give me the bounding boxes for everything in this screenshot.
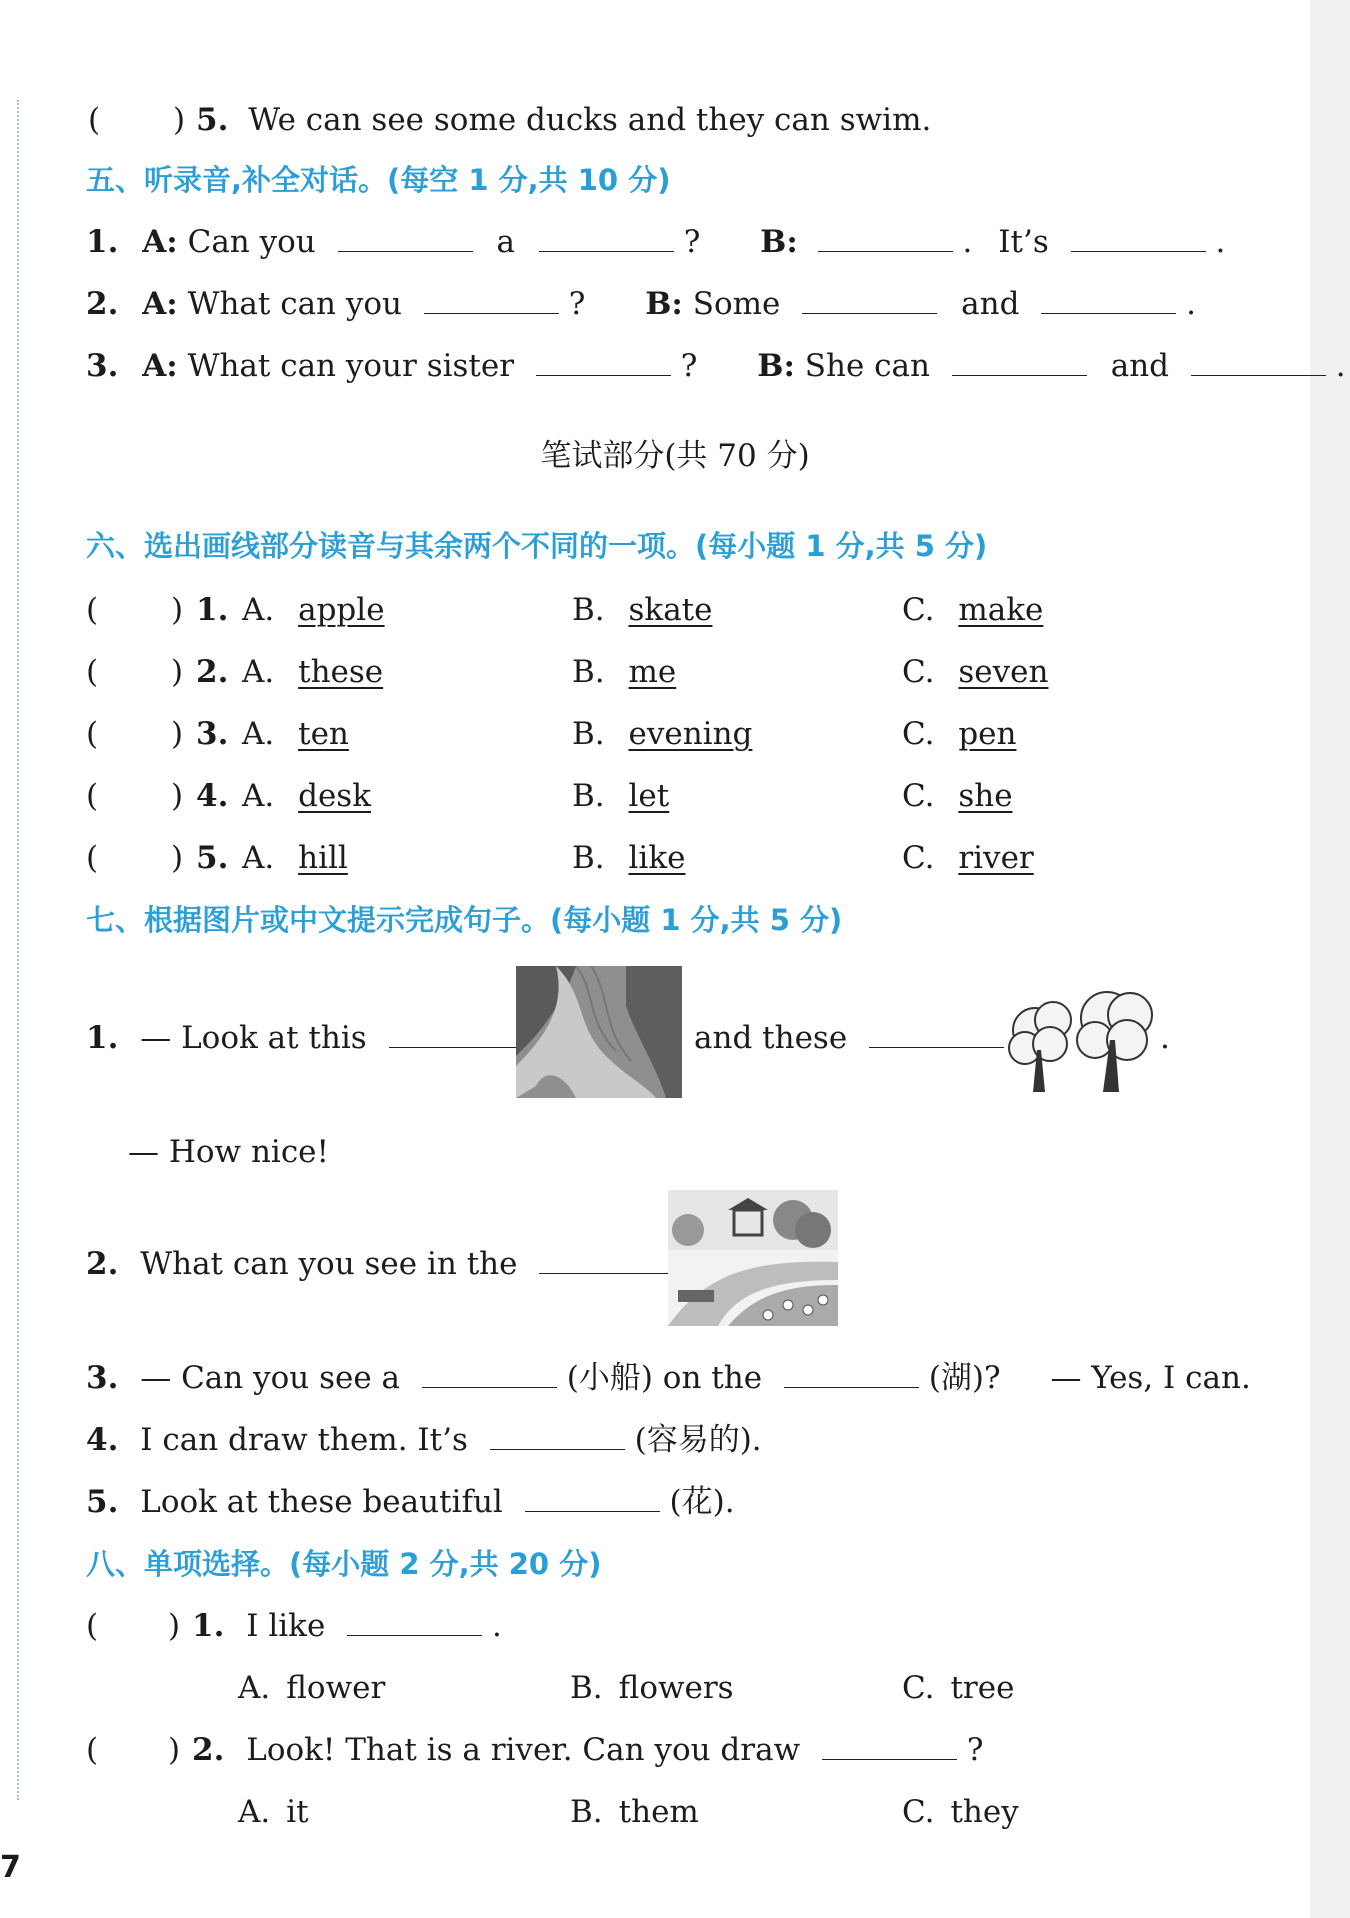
dialog-text: What can you — [187, 286, 403, 322]
item-number: 1. — [86, 1020, 119, 1056]
dialog-text: and — [961, 286, 1020, 322]
option-a — [238, 1668, 385, 1708]
answer-blank[interactable] — [490, 1448, 625, 1450]
dialog-2 — [86, 284, 1196, 324]
answer-paren[interactable]: ( — [86, 592, 99, 628]
option-b — [570, 1792, 699, 1832]
dialog-text: ? — [568, 286, 586, 322]
dialog-text: . — [1186, 286, 1196, 322]
answer-paren[interactable]: ( — [86, 716, 99, 752]
dialog-text: It’s — [998, 224, 1049, 260]
option-letter: A. — [242, 778, 275, 814]
hint-text: (容易的). — [634, 1422, 762, 1458]
answer-paren-close: ) — [171, 592, 184, 628]
option-letter: C. — [902, 716, 935, 752]
s7-q1-part2 — [694, 1018, 1004, 1058]
answer-blank[interactable] — [952, 374, 1087, 376]
answer-paren[interactable]: ( — [86, 1732, 99, 1768]
section-6-title: 六、选出画线部分读音与其余两个不同的一项。(每小题 1 分,共 5 分) — [86, 529, 988, 563]
option-a — [242, 838, 348, 878]
answer-paren-close: ) — [173, 102, 186, 138]
dialog-text: She can — [804, 348, 930, 384]
option-c — [902, 1668, 1014, 1708]
option-letter: A. — [238, 1670, 271, 1706]
option-b — [572, 838, 685, 878]
option-a — [242, 714, 349, 754]
item-number: 1. — [192, 1608, 225, 1644]
answer-blank[interactable] — [525, 1510, 660, 1512]
item-text: We can see some ducks and they can swim. — [248, 102, 932, 138]
sentence-text: — Look at this — [140, 1020, 367, 1056]
dialog-1 — [86, 222, 1225, 262]
option-letter: A. — [242, 654, 275, 690]
page-edge-shade — [1310, 0, 1350, 1918]
option-b — [570, 1668, 734, 1708]
option-letter: A. — [242, 716, 275, 752]
option-word: them — [618, 1794, 699, 1830]
speaker-a: A: — [142, 286, 178, 322]
option-letter: A. — [238, 1794, 271, 1830]
park-picture — [668, 1190, 838, 1326]
s8-q2-stem — [192, 1730, 983, 1770]
answer-paren[interactable]: ( — [86, 654, 99, 690]
item-number: 3. — [196, 716, 229, 752]
option-word: let — [628, 778, 670, 814]
speaker-b: B: — [645, 286, 683, 322]
option-c — [902, 1792, 1019, 1832]
option-c — [902, 776, 1013, 816]
answer-paren[interactable]: ( — [86, 1608, 99, 1644]
stem-text: Look! That is a river. Can you draw — [246, 1732, 801, 1768]
answer-blank[interactable] — [389, 1046, 524, 1048]
option-letter: C. — [902, 1670, 935, 1706]
dialog-text: ? — [683, 224, 701, 260]
dialog-text: . — [1335, 348, 1346, 384]
option-letter: C. — [902, 1794, 935, 1830]
s7-q2 — [86, 1244, 701, 1284]
option-word: river — [958, 840, 1034, 876]
option-c — [902, 652, 1048, 692]
item-number: 4. — [196, 778, 229, 814]
option-word: seven — [958, 654, 1049, 690]
item-number: 1. — [196, 592, 229, 628]
item-number: 5. — [86, 1484, 119, 1520]
answer-blank[interactable] — [869, 1046, 1004, 1048]
answer-paren[interactable]: ( — [86, 840, 99, 876]
dialog-text: What can your sister — [187, 348, 515, 384]
option-letter: C. — [902, 654, 935, 690]
option-word: make — [958, 592, 1044, 628]
sentence-text: and these — [694, 1020, 848, 1056]
speaker-a: A: — [142, 348, 178, 384]
answer-blank[interactable] — [784, 1386, 919, 1388]
answer-paren-close: ) — [168, 1608, 181, 1644]
speaker-a: A: — [142, 224, 178, 260]
item-number: 2. — [86, 286, 119, 322]
answer-paren-close: ) — [171, 840, 184, 876]
option-a — [242, 776, 371, 816]
option-b — [572, 590, 712, 630]
section-7-title: 七、根据图片或中文提示完成句子。(每小题 1 分,共 5 分) — [86, 903, 843, 937]
option-letter: C. — [902, 592, 935, 628]
answer-paren-open: ( — [88, 102, 101, 138]
option-letter: C. — [902, 840, 935, 876]
option-letter: B. — [572, 778, 605, 814]
hint-text: (花). — [669, 1484, 735, 1520]
answer-blank[interactable] — [424, 312, 559, 314]
option-letter: B. — [572, 592, 605, 628]
speaker-b: B: — [757, 348, 795, 384]
dialog-text: a — [496, 224, 515, 260]
option-b — [572, 652, 676, 692]
dialog-text: Can you — [187, 224, 316, 260]
option-b — [572, 714, 752, 754]
item-number: 3. — [86, 1360, 119, 1396]
option-letter: B. — [570, 1794, 603, 1830]
option-letter: C. — [902, 778, 935, 814]
answer-paren-close: ) — [168, 1732, 181, 1768]
option-a — [242, 590, 385, 630]
listening-item-5 — [196, 100, 931, 140]
item-number: 3. — [86, 348, 119, 384]
item-number: 4. — [86, 1422, 119, 1458]
page-number: 7 — [0, 1850, 21, 1885]
option-word: like — [628, 840, 686, 876]
option-word: apple — [298, 592, 385, 628]
s7-q4 — [86, 1420, 762, 1460]
s7-q5 — [86, 1482, 735, 1522]
option-c — [902, 838, 1034, 878]
river-picture — [516, 966, 682, 1098]
answer-blank[interactable] — [536, 374, 671, 376]
reply-text: — Yes, I can. — [1050, 1360, 1251, 1396]
option-word: it — [286, 1794, 309, 1830]
sentence-text: — Can you see a — [140, 1360, 401, 1396]
dialog-text: . — [1215, 224, 1226, 260]
option-word: she — [958, 778, 1013, 814]
option-letter: B. — [570, 1670, 603, 1706]
answer-blank[interactable] — [802, 312, 937, 314]
answer-blank[interactable] — [822, 1758, 957, 1760]
sentence-text: What can you see in the — [140, 1246, 518, 1282]
dialog-text: and — [1110, 348, 1170, 384]
option-letter: A. — [242, 592, 275, 628]
s7-q3 — [86, 1358, 1251, 1398]
option-word: they — [950, 1794, 1019, 1830]
dialog-text: Some — [692, 286, 781, 322]
answer-paren[interactable]: ( — [86, 778, 99, 814]
written-part-title: 笔试部分(共 70 分) — [540, 438, 810, 474]
speaker-b: B: — [760, 224, 798, 260]
answer-paren-close: ) — [171, 716, 184, 752]
option-word: skate — [628, 592, 713, 628]
answer-blank[interactable] — [1041, 312, 1176, 314]
answer-blank[interactable] — [818, 250, 953, 252]
item-number: 1. — [86, 224, 119, 260]
binding-dotted-line — [17, 100, 19, 1800]
section-5-title: 五、听录音,补全对话。(每空 1 分,共 10 分) — [86, 163, 671, 197]
option-word: ten — [298, 716, 349, 752]
item-number: 2. — [86, 1246, 119, 1282]
hint-text: (小船) on the — [566, 1360, 763, 1396]
option-word: me — [628, 654, 677, 690]
option-letter: A. — [242, 840, 275, 876]
dialog-text: ? — [680, 348, 698, 384]
trees-picture — [995, 980, 1165, 1100]
stem-text: I like — [246, 1608, 326, 1644]
answer-paren-close: ) — [171, 778, 184, 814]
item-number: 2. — [192, 1732, 225, 1768]
dialog-text: . — [962, 224, 973, 260]
section-8-title: 八、单项选择。(每小题 2 分,共 20 分) — [86, 1547, 602, 1581]
option-a — [238, 1792, 309, 1832]
option-word: flower — [286, 1670, 386, 1706]
sentence-text: Look at these beautiful — [140, 1484, 503, 1520]
answer-blank[interactable] — [338, 250, 473, 252]
answer-blank[interactable] — [1191, 374, 1326, 376]
item-number: 5. — [196, 840, 229, 876]
answer-blank[interactable] — [1071, 250, 1206, 252]
s7-q1-part1 — [86, 1018, 524, 1058]
answer-paren-close: ) — [171, 654, 184, 690]
option-a — [242, 652, 383, 692]
answer-blank[interactable] — [347, 1634, 482, 1636]
answer-blank[interactable] — [539, 250, 674, 252]
option-word: tree — [950, 1670, 1015, 1706]
option-b — [572, 776, 669, 816]
sentence-end: . — [1160, 1020, 1170, 1056]
option-c — [902, 590, 1043, 630]
sentence-text: I can draw them. It’s — [140, 1422, 468, 1458]
option-word: evening — [628, 716, 753, 752]
option-word: these — [298, 654, 384, 690]
option-letter: B. — [572, 654, 605, 690]
stem-end: ? — [966, 1732, 984, 1768]
option-letter: B. — [572, 716, 605, 752]
option-word: desk — [298, 778, 371, 814]
s7-q1-reply: — How nice! — [128, 1134, 329, 1170]
hint-text: (湖)? — [928, 1360, 1001, 1396]
option-word: flowers — [618, 1670, 734, 1706]
stem-end: . — [492, 1608, 502, 1644]
option-c — [902, 714, 1016, 754]
item-number: 5. — [196, 102, 229, 138]
s8-q1-stem — [192, 1606, 502, 1646]
item-number: 2. — [196, 654, 229, 690]
option-word: pen — [958, 716, 1017, 752]
option-letter: B. — [572, 840, 605, 876]
answer-blank[interactable] — [539, 1272, 674, 1274]
dialog-3 — [86, 346, 1346, 386]
answer-blank[interactable] — [422, 1386, 557, 1388]
option-word: hill — [298, 840, 348, 876]
